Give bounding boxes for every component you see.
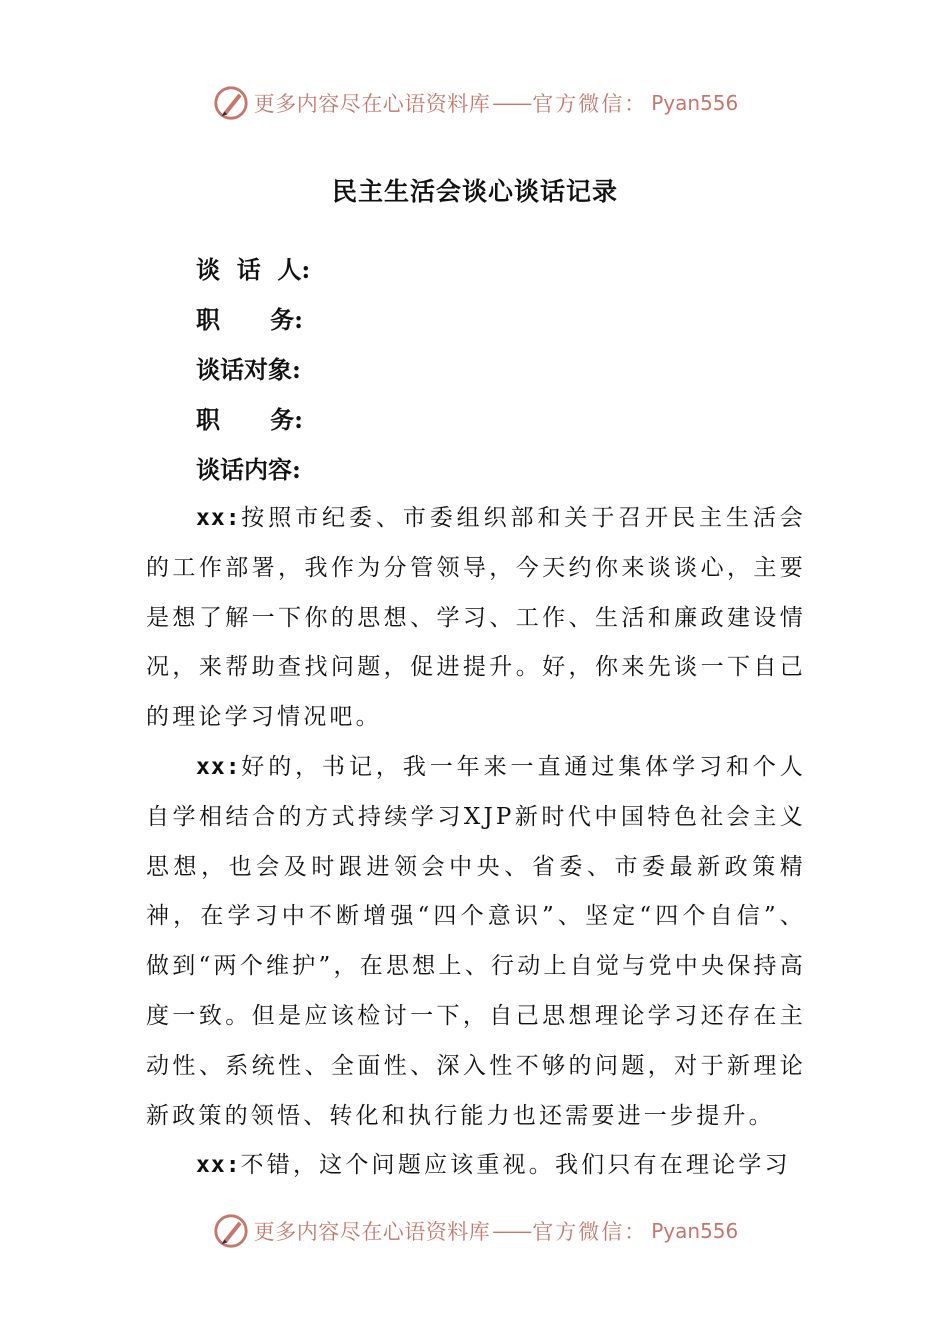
field-content: 谈话内容: bbox=[196, 455, 301, 484]
field-interviewee: 谈话对象: bbox=[196, 355, 301, 384]
speaker-label: xx: bbox=[196, 1152, 241, 1179]
field-speaker-position: 职 务: bbox=[196, 305, 303, 334]
watermark-text: 更多内容尽在心语资料库 bbox=[253, 1220, 491, 1244]
speaker-label: xx: bbox=[196, 753, 241, 780]
watermark-dash: —— bbox=[492, 91, 531, 115]
paragraph bbox=[146, 1141, 806, 1191]
field-speaker: 谈 话 人: bbox=[196, 255, 311, 284]
speaker-label: xx: bbox=[196, 505, 241, 531]
paragraph-text: 好的，书记，我一年来一直通过集体学习和个人自学相结合的方式持续学习XJP新时代中国特色社会主义思想，也会及时跟进领会中央、省委、市委最新政策精神，在学习中不断增强“四个意识”、坚定“四个自信”、做到“两个维护”，在思想上、行动上自觉与党中央保持高度一致。但是应该检讨一下，自己思想理论学习还存在主动性、系统性、全面性、深入性不够的问题，对于新理论新政策的领悟、转化和执行能力也还需要进一步提升。 bbox=[146, 753, 806, 1129]
paragraph bbox=[146, 743, 806, 1141]
watermark-text: 更多内容尽在心语资料库 bbox=[253, 92, 491, 116]
watermark-dash: —— bbox=[492, 1219, 531, 1243]
document-title: 民主生活会谈心谈话记录 bbox=[331, 177, 618, 206]
paragraph-text: 按照市纪委、市委组织部和关于召开民主生活会的工作部署，我作为分管领导，今天约你来谈谈心，主要是想了解一下你的思想、学习、工作、生活和廉政建设情况，来帮助查找问题，促进提升。好，你来先谈一下自己的理论学习情况吧。 bbox=[146, 505, 806, 731]
pen-logo-icon bbox=[212, 84, 250, 122]
watermark-label: 官方微信： bbox=[532, 1220, 648, 1244]
watermark-id: Pyan556 bbox=[651, 1219, 739, 1243]
field-interviewee-position: 职 务: bbox=[196, 405, 303, 434]
paragraph-text: 不错，这个问题应该重视。我们只有在理论学习 bbox=[240, 1152, 791, 1179]
watermark-id: Pyan556 bbox=[651, 91, 739, 115]
conversation-body bbox=[146, 494, 806, 1191]
pen-logo-icon bbox=[212, 1212, 250, 1250]
record-fields bbox=[196, 248, 310, 498]
watermark-label: 官方微信： bbox=[532, 92, 648, 116]
footer-watermark bbox=[0, 1212, 950, 1250]
header-watermark bbox=[0, 84, 950, 122]
paragraph bbox=[146, 494, 806, 743]
